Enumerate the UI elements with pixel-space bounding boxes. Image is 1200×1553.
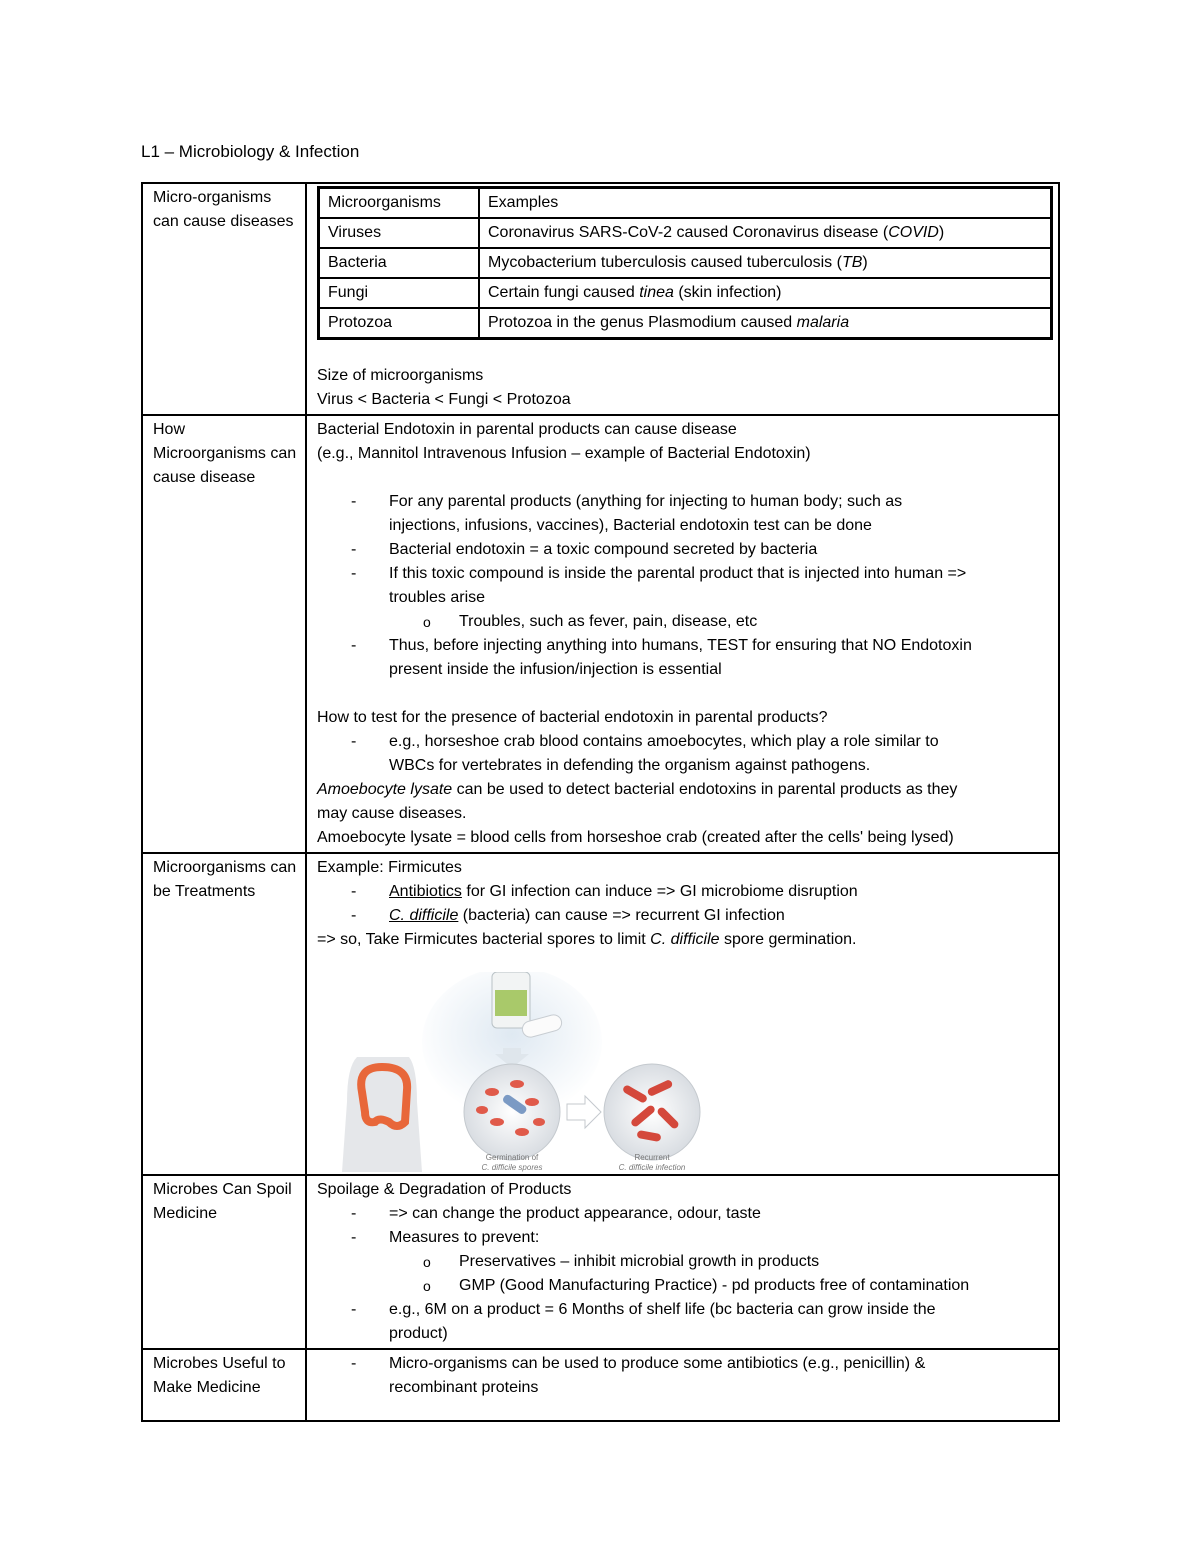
inner-row — [319, 248, 1052, 278]
header-microorganisms: Microorganisms — [319, 188, 480, 219]
bullet-item: - Bacterial endotoxin = a toxic compound secreted by bacteria — [351, 541, 818, 558]
bullet-item: - For any parental products (anything for injecting to human body; such as injections, infusions, vaccines), Bacterial endotoxin test can be done — [351, 493, 903, 534]
bullet-item: - Thus, before injecting anything into humans, TEST for ensuring that NO Endotoxin present inside the infusion/injection is essential — [351, 637, 972, 678]
size-heading: Size of microorganisms — [317, 367, 484, 384]
inner-row — [319, 308, 1052, 339]
illustration-graphic — [317, 972, 707, 1172]
row-label: How Microorganisms can cause disease — [142, 415, 306, 853]
row-label: Micro-organisms can cause diseases — [142, 183, 306, 415]
row-content — [306, 183, 1059, 415]
row-label: Microorganisms can be Treatments — [142, 853, 306, 1175]
row-spoil-medicine — [142, 1175, 1059, 1349]
row-content — [306, 1175, 1059, 1349]
paragraph: Example: Firmicutes — [317, 859, 462, 876]
row-content — [306, 853, 1059, 1175]
organism-name: Fungi — [319, 278, 480, 308]
sub-bullet-item: o GMP (Good Manufacturing Practice) - pd products free of contamination — [423, 1277, 970, 1294]
question: How to test for the presence of bacterial endotoxin in parental products? — [317, 709, 828, 726]
paragraph: Amoebocyte lysate can be used to detect bacterial endotoxins in parental products as they — [317, 781, 958, 798]
document-title: L1 – Microbiology & Infection — [141, 142, 360, 161]
bullet-item: - => can change the product appearance, odour, taste — [351, 1205, 761, 1222]
organism-name: Viruses — [319, 218, 480, 248]
row-content — [306, 1349, 1059, 1421]
bullet-item: - e.g., horseshoe crab blood contains amoebocytes, which play a role similar to WBCs for vertebrates in defending the organism against pathogens. — [351, 733, 939, 774]
bullet-item: - C. difficile (bacteria) can cause => recurrent GI infection — [351, 907, 785, 924]
caption-recurrent-1: Recurrent — [634, 1153, 670, 1162]
bottle-label — [495, 990, 527, 1016]
organism-example: Certain fungi caused tinea (skin infection) — [479, 278, 1052, 308]
notes-table — [141, 182, 1060, 1422]
bullet-item: - Micro-organisms can be used to produce some antibiotics (e.g., penicillin) & recombinant proteins — [351, 1355, 926, 1396]
inner-row — [319, 218, 1052, 248]
bullet-item: - If this toxic compound is inside the parental product that is injected into human => troubles arise — [351, 565, 967, 606]
bullet-item: - e.g., 6M on a product = 6 Months of shelf life (bc bacteria can grow inside the product) — [351, 1301, 936, 1342]
paragraph: Bacterial Endotoxin in parental products can cause disease — [317, 421, 737, 438]
row-label: Microbes Useful to Make Medicine — [142, 1349, 306, 1421]
bullet-item: - Measures to prevent: — [351, 1229, 540, 1246]
paragraph: Spoilage & Degradation of Products — [317, 1181, 572, 1198]
row-useful-medicine — [142, 1349, 1059, 1421]
microorganisms-table — [317, 186, 1053, 340]
size-order: Virus < Bacteria < Fungi < Protozoa — [317, 391, 571, 408]
paragraph: (e.g., Mannitol Intravenous Infusion – example of Bacterial Endotoxin) — [317, 445, 811, 462]
row-how-cause-disease — [142, 415, 1059, 853]
sub-bullet-item: o Preservatives – inhibit microbial growth in products — [423, 1253, 820, 1270]
header-examples: Examples — [479, 188, 1052, 219]
right-arrow — [567, 1096, 601, 1128]
organism-example: Mycobacterium tuberculosis caused tuberculosis (TB) — [479, 248, 1052, 278]
caption-germination-2: C. difficile spores — [481, 1163, 543, 1172]
row-content — [306, 415, 1059, 853]
paragraph: => so, Take Firmicutes bacterial spores to limit C. difficile spore germination. — [317, 931, 857, 948]
organism-name: Bacteria — [319, 248, 480, 278]
organism-name: Protozoa — [319, 308, 480, 339]
organism-example: Coronavirus SARS-CoV-2 caused Coronavirus disease (COVID) — [479, 218, 1052, 248]
caption-germination-1: Germination of — [485, 1153, 539, 1162]
paragraph: may cause diseases. — [317, 805, 467, 822]
caption-recurrent-2: C. difficile infection — [618, 1163, 686, 1172]
inner-row — [319, 278, 1052, 308]
organism-example: Protozoa in the genus Plasmodium caused malaria — [479, 308, 1052, 339]
paragraph: Amoebocyte lysate = blood cells from horseshoe crab (created after the cells' being lysed) — [317, 829, 954, 846]
row-treatments — [142, 853, 1059, 1175]
firmicutes-illustration — [317, 972, 707, 1172]
bullet-item: - Antibiotics for GI infection can induce => GI microbiome disruption — [351, 883, 858, 900]
human-silhouette — [342, 1057, 422, 1172]
inner-header-row — [319, 188, 1052, 219]
row-label: Microbes Can Spoil Medicine — [142, 1175, 306, 1349]
row-microorganisms-cause-diseases — [142, 183, 1059, 415]
sub-bullet-item: o Troubles, such as fever, pain, disease, etc — [423, 613, 758, 630]
